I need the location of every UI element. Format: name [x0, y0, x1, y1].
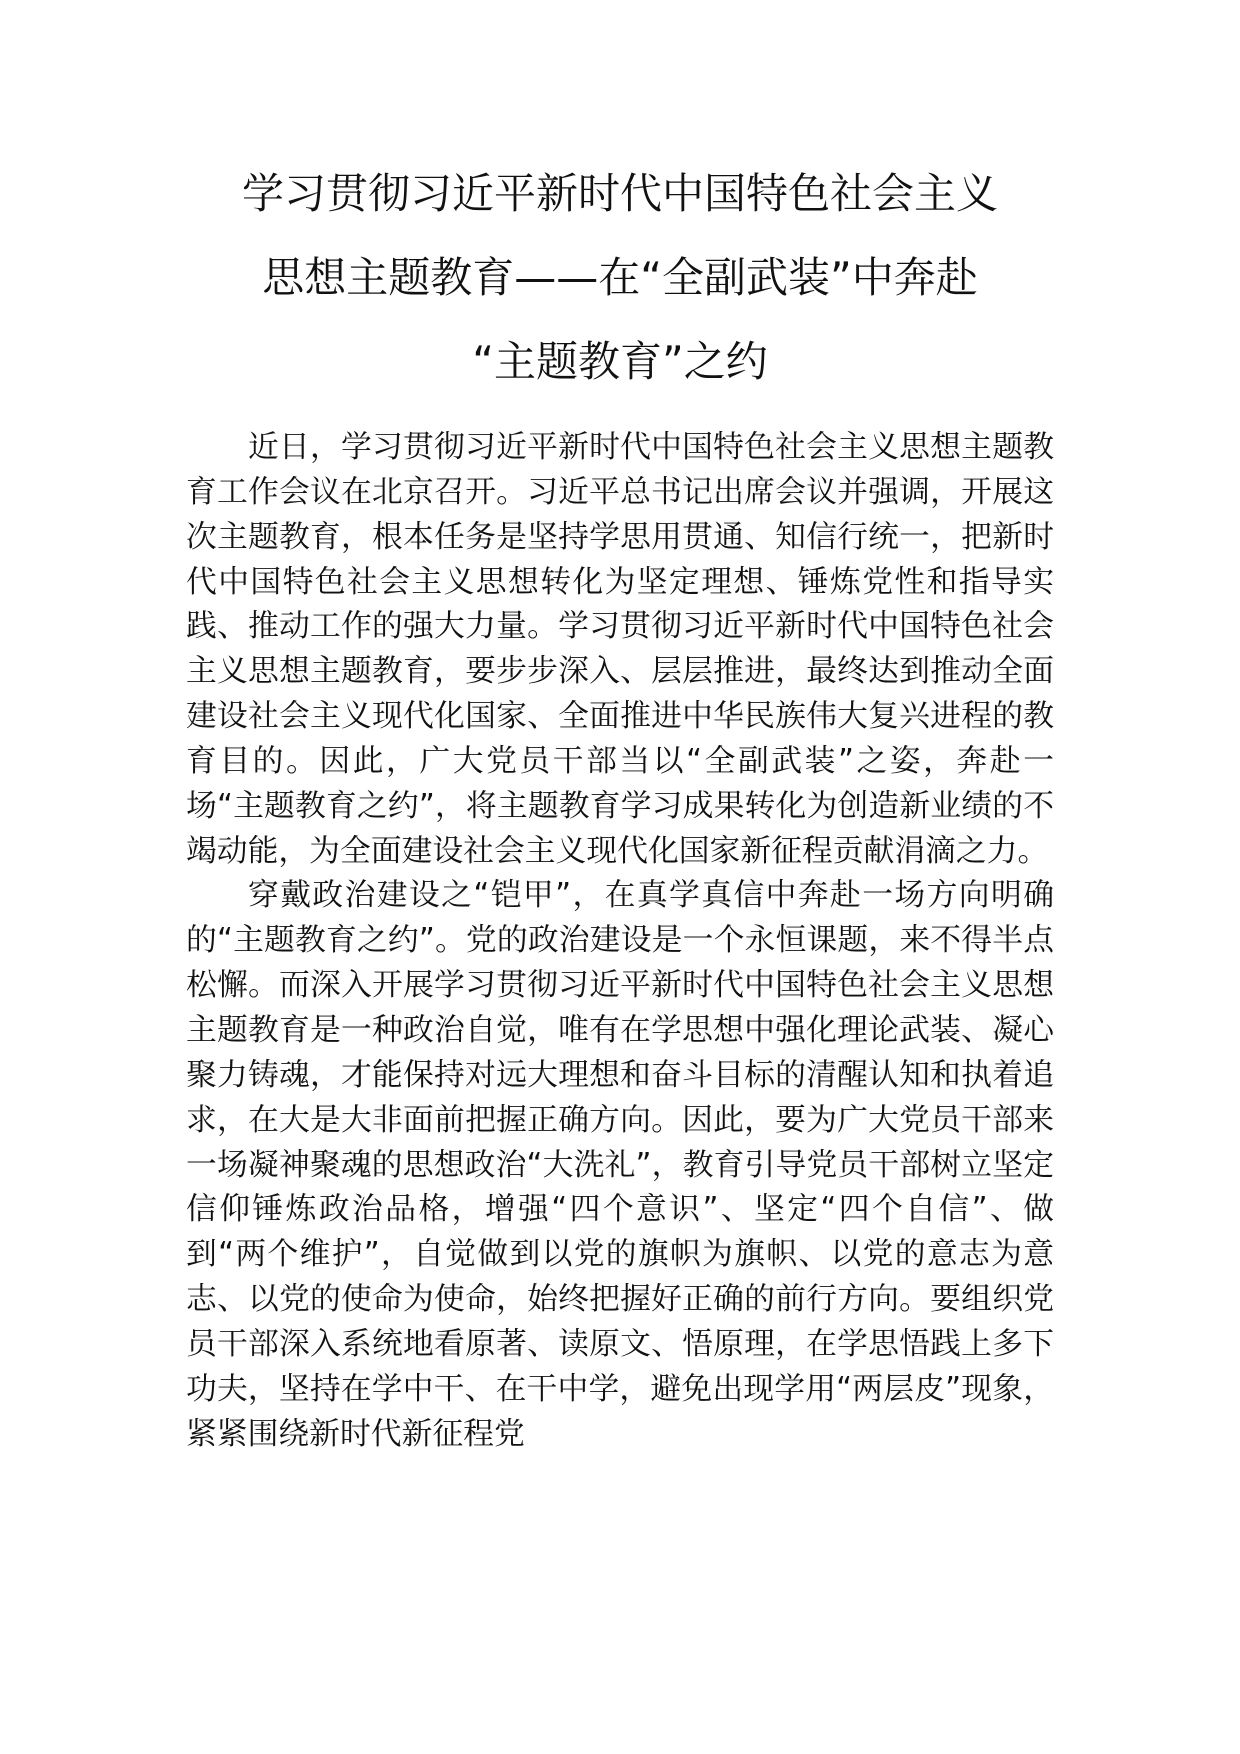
title-line-2: 思想主题教育——在“全副武装”中奔赴 [262, 253, 978, 302]
document-body [186, 425, 1054, 1456]
paragraph-political-armor: 穿戴政治建设之“铠甲”，在真学真信中奔赴一场方向明确的“主题教育之约”。党的政治建设是一个永恒课题，来不得半点松懈。而深入开展学习贯彻习近平新时代中国特色社会主义思想主题教育是一种政治自觉，唯有在学思想中强化理论武装、凝心聚力铸魂，才能保持对远大理想和奋斗目标的清醒认知和执着追求，在大是大非面前把握正确方向。因此，要为广大党员干部来一场凝神聚魂的思想政治“大洗礼”，教育引导党员干部树立坚定信仰锤炼政治品格，增强“四个意识”、坚定“四个自信”、做到“两个维护”，自觉做到以党的旗帜为旗帜、以党的意志为意志、以党的使命为使命，始终把握好正确的前行方向。要组织党员干部深入系统地看原著、读原文、悟原理，在学思悟践上多下功夫，坚持在学中干、在干中学，避免出现学用“两层皮”现象，紧紧围绕新时代新征程党 [186, 877, 1054, 1452]
paragraph-intro: 近日，学习贯彻习近平新时代中国特色社会主义思想主题教育工作会议在北京召开。习近平总书记出席会议并强调，开展这次主题教育，根本任务是坚持学思用贯通、知信行统一，把新时代中国特色社会主义思想转化为坚定理想、锤炼党性和指导实践、推动工作的强大力量。学习贯彻习近平新时代中国特色社会主义思想主题教育，要步步深入、层层推进，最终达到推动全面建设社会主义现代化国家、全面推进中华民族伟大复兴进程的教育目的。因此，广大党员干部当以“全副武装”之姿，奔赴一场“主题教育之约”，将主题教育学习成果转化为创造新业绩的不竭动能，为全面建设社会主义现代化国家新征程贡献涓滴之力。 [186, 429, 1054, 869]
document-title [185, 152, 1055, 404]
title-line-3: “主题教育”之约 [472, 337, 768, 386]
title-line-1: 学习贯彻习近平新时代中国特色社会主义 [241, 169, 998, 218]
